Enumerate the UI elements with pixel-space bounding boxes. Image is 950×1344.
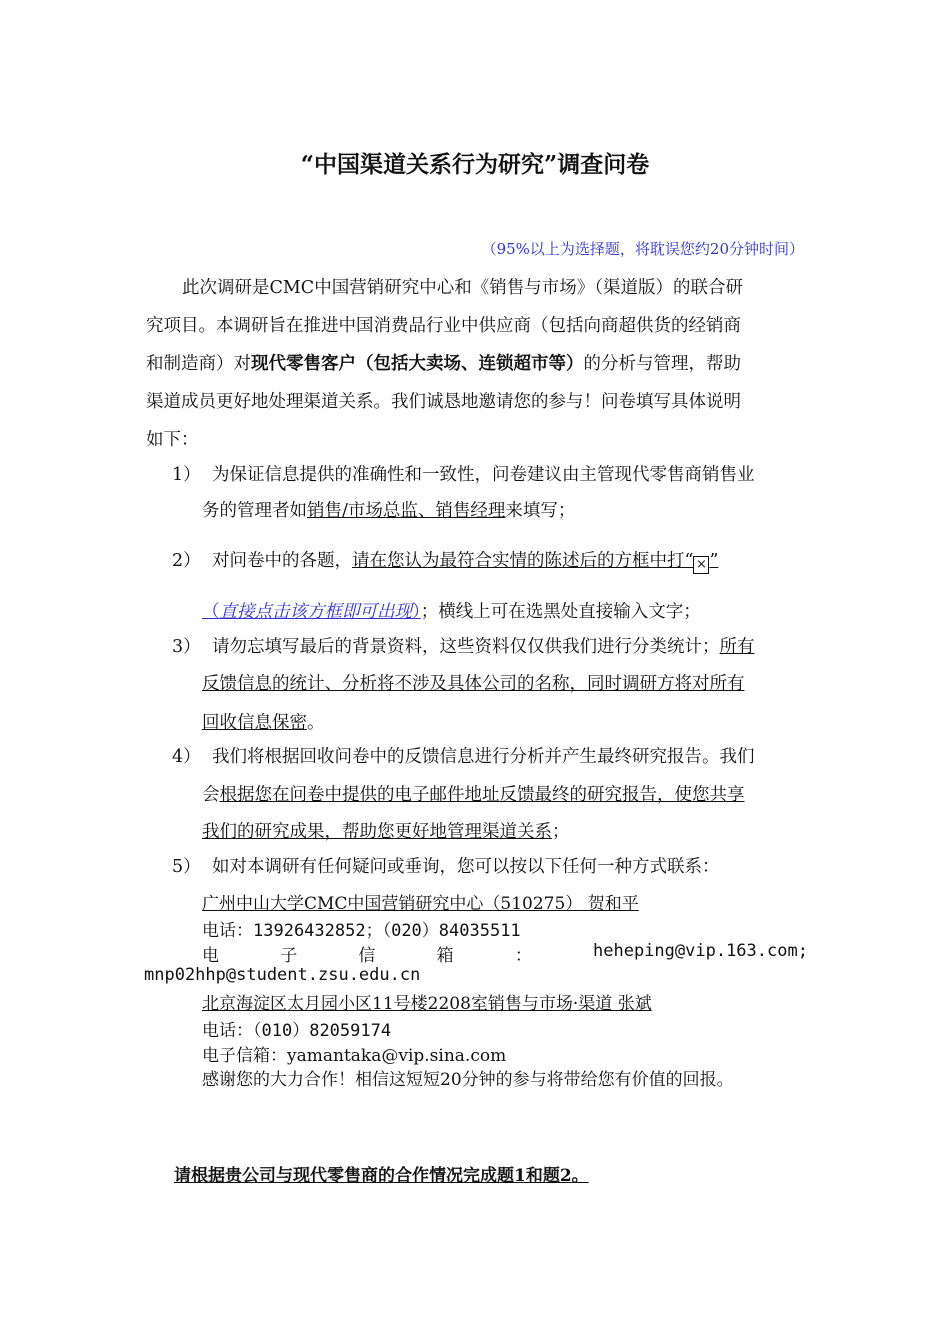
- intro-line-2: 究项目。本调研旨在推进中国消费品行业中供应商（包括向商超供货的经销商: [146, 316, 741, 336]
- item-3-line-3b: 。: [307, 713, 325, 733]
- item-2-paren-open: （: [202, 602, 220, 622]
- intro-line-4: 渠道成员更好地处理渠道关系。我们诚恳地邀请您的参与！问卷填写具体说明: [146, 392, 741, 412]
- item-2-line-1a: 对问卷中的各题，: [212, 551, 352, 571]
- email-address-2[interactable]: mnp02hhp@student.zsu.edu.cn: [144, 965, 421, 985]
- intro-highlight: 现代零售客户（包括大卖场、连锁超市等）: [251, 354, 584, 374]
- item-5-line-1: 如对本调研有任何疑问或垂询，您可以按以下任何一种方式联系：: [212, 857, 720, 877]
- contact-beijing: 北京海淀区太月园小区11号楼2208室销售与市场·渠道 张斌: [202, 994, 652, 1014]
- contact-beijing-phone: 电话：（010）82059174: [202, 1021, 392, 1041]
- item-3-line-3: [202, 709, 325, 734]
- section-instruction: 请根据贵公司与现代零售商的合作情况完成题1和题2。: [174, 1166, 589, 1186]
- item-1-line-2c: 来填写；: [505, 501, 576, 521]
- item-2-quote-close: ”: [709, 551, 719, 571]
- item-4-line-2b: 根据您在问卷中提供的电子邮件地址反馈最终的研究报告，使您共享: [219, 785, 745, 805]
- item-2-instruction: 请在您认为最符合实情的陈述后的方框中打“: [352, 551, 694, 571]
- contact-guangzhou-phone: 电话：13926432852；（020）84035511: [202, 921, 521, 941]
- intro-line-3a: 和制造商）对: [146, 354, 251, 374]
- item-1-line-2: [202, 497, 575, 522]
- page-title: “中国渠道关系行为研究”调查问卷: [300, 151, 650, 178]
- item-1-roles: 销售/市场总监、销售经理: [307, 501, 506, 521]
- intro-line-3c: 的分析与管理，帮助: [583, 354, 741, 374]
- intro-line-5: 如下：: [146, 430, 199, 450]
- item-1-line-2a: 务的管理者如: [202, 501, 307, 521]
- item-4-line-3a: 我们的研究成果，帮助您更好地管理渠道关系: [202, 822, 552, 842]
- item-1-number: 1）: [172, 465, 201, 485]
- item-2-link[interactable]: 直接点击该方框即可出现: [219, 602, 412, 622]
- intro-line-1: 此次调研是CMC中国营销研究中心和《销售与市场》（渠道版）的联合研: [182, 278, 743, 298]
- email-char-5: ：: [514, 946, 532, 966]
- item-1-line-1: 为保证信息提供的准确性和一致性，问卷建议由主管现代零售商销售业: [212, 465, 755, 485]
- item-3-line-2: 反馈信息的统计、分析将不涉及具体公司的名称，同时调研方将对所有: [202, 674, 745, 694]
- item-2-paren-close: ）: [412, 602, 421, 622]
- item-3-line-1b: 所有: [719, 637, 755, 657]
- contact-beijing-email: 电子信箱：yamantaka@vip.sina.com: [202, 1046, 507, 1066]
- item-3-line-3a: 回收信息保密: [202, 713, 307, 733]
- time-note: （95%以上为选择题，将耽误您约20分钟时间）: [481, 240, 804, 258]
- item-5-number: 5）: [172, 857, 201, 877]
- email-char-4: 箱: [436, 946, 454, 966]
- item-4-line-1: 我们将根据回收问卷中的反馈信息进行分析并产生最终研究报告。我们: [212, 747, 755, 767]
- item-4-number: 4）: [172, 747, 201, 767]
- email-address-1[interactable]: heheping@vip.163.com;: [593, 941, 808, 961]
- email-char-1: 电: [202, 946, 219, 966]
- item-4-line-2a: 会: [202, 785, 220, 805]
- email-char-3: 信: [358, 946, 376, 966]
- item-2-line-2: [202, 598, 701, 623]
- contact-guangzhou: 广州中山大学CMC中国营销研究中心（510275） 贺和平: [202, 894, 639, 914]
- item-4-line-2: [202, 781, 745, 806]
- item-3-line-1: [212, 633, 755, 658]
- intro-line-3: [146, 350, 741, 375]
- item-3-line-1a: 请勿忘填写最后的背景资料，这些资料仅仅供我们进行分类统计；: [212, 637, 720, 657]
- item-4-line-3b: ；: [552, 822, 570, 842]
- item-2-line-1: [212, 547, 718, 574]
- contact-guangzhou-email: [202, 941, 808, 966]
- item-3-number: 3）: [172, 637, 201, 657]
- item-2-number: 2）: [172, 551, 201, 571]
- thanks-line: 感谢您的大力合作！相信这短短20分钟的参与将带给您有价值的回报。: [202, 1070, 734, 1090]
- item-2-line-2d: ；横线上可在选黑处直接输入文字；: [420, 602, 701, 622]
- checkbox-sample[interactable]: ×: [693, 556, 709, 574]
- item-4-line-3: [202, 818, 570, 843]
- email-char-2: 子: [280, 946, 298, 966]
